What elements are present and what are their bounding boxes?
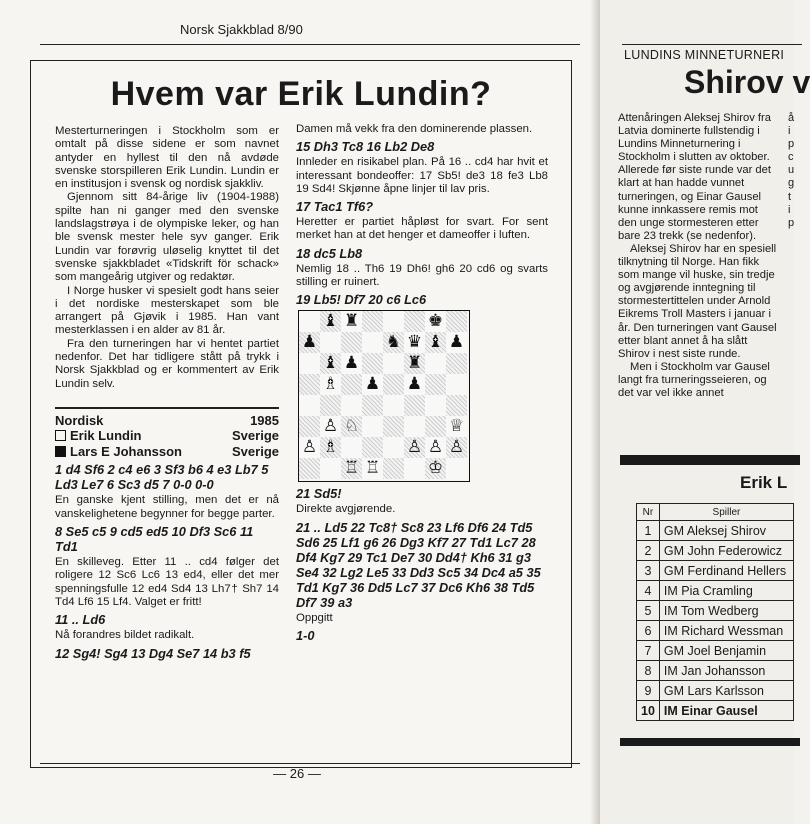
chess-piece: ♟	[299, 332, 320, 353]
paragraph: Gjennom sitt 84-årige liv (1904-1988) spilte han ni ganger med den svenske landslagstrøya i de olympiske leker, og han ble svensk mester hele syv ganger. Erik Lundin var forøvrig uløselig knyttet til det svenske sjakkbladet «Tidskrift för schack» som mangeårig utgiver og redaktør.	[55, 191, 279, 284]
game-annotation-2	[296, 123, 548, 307]
paragraph: I Norge husker vi spesielt godt hans seier i det nordiske mesterskapet som ble arrangert på Gjøvik i 1985. Han vant mesterklassen i en alder av 81 år.	[55, 284, 279, 337]
game-moves: 1 d4 Sf6 2 c4 e6 3 Sf3 b6 4 e3 Lb7 5 Ld3 Le7 6 Sc3 d5 7 0-0 0-0	[55, 462, 269, 493]
series-header: LUNDINS MINNETURNERI	[624, 48, 785, 62]
chess-piece: ♝	[425, 332, 446, 353]
black-player-row	[55, 444, 279, 460]
board-square	[404, 395, 425, 416]
header-rule	[40, 44, 580, 45]
table-row	[637, 581, 794, 601]
game-moves: 18 dc5 Lb8	[296, 245, 363, 261]
page-number: — 26 —	[273, 766, 321, 781]
table-row	[637, 701, 794, 721]
annotation-text: Damen må vekk fra den dominerende plassen.	[296, 123, 533, 135]
rank-cell: 2	[637, 541, 660, 561]
game-moves: 15 Dh3 Tc8 16 Lb2 De8	[296, 139, 435, 155]
chess-piece: ♝	[320, 353, 341, 374]
game-moves: 21 Sd5!	[296, 486, 342, 502]
annotation-text: Nå forandres bildet radikalt.	[55, 629, 195, 642]
game-moves: 12 Sg4! Sg4 13 Dg4 Se7 14 b3 f5	[55, 645, 251, 661]
board-square	[299, 416, 320, 437]
cut-off-text: u	[788, 164, 795, 177]
board-square	[383, 458, 404, 479]
board-square	[425, 416, 446, 437]
board-square	[320, 395, 341, 416]
chess-piece: ♟	[341, 353, 362, 374]
cut-off-text: i	[788, 125, 791, 138]
chess-piece: ♙	[446, 437, 467, 458]
chess-piece: ♚	[425, 311, 446, 332]
chess-piece: ♟	[446, 332, 467, 353]
chess-piece: ♟	[362, 374, 383, 395]
board-square	[425, 374, 446, 395]
board-square	[383, 311, 404, 332]
board-square	[341, 332, 362, 353]
article-column-1	[55, 125, 279, 663]
cut-off-text: p	[788, 216, 795, 229]
chess-piece: ♗	[320, 374, 341, 395]
cut-off-text: p	[788, 138, 795, 151]
cut-off-text: å	[788, 112, 795, 124]
black-player: Lars E Johansson	[70, 443, 182, 459]
right-headline-fragment: v	[792, 64, 810, 100]
table-bottom-bar	[620, 738, 800, 746]
game-year: 1985	[250, 412, 279, 428]
table-row	[637, 661, 794, 681]
rank-cell: 7	[637, 641, 660, 661]
board-square	[425, 395, 446, 416]
game-event: Nordisk	[55, 412, 104, 428]
footer-rule	[40, 763, 580, 764]
board-square	[446, 374, 467, 395]
board-square	[404, 458, 425, 479]
player-cell: GM Aleksej Shirov	[659, 521, 793, 541]
annotation-text: Innleder en risikabel plan. På 16 .. cd4 har hvit et interessant bondeoffer: 17 Sb5! de3 18 fe3 Lb8 19 Sd4! Skjønne åpne linjer til lav pris.	[296, 156, 548, 195]
game-annotation-3	[296, 486, 548, 643]
chess-piece: ♙	[425, 437, 446, 458]
board-square	[341, 395, 362, 416]
rank-cell: 1	[637, 521, 660, 541]
chess-piece: ♜	[404, 353, 425, 374]
board-square	[362, 437, 383, 458]
board-square	[404, 416, 425, 437]
white-player: Erik Lundin	[70, 428, 142, 444]
game-moves: 21 .. Ld5 22 Tc8† Sc8 23 Lf6 Df6 24 Td5 Sd6 25 Lf1 g6 26 Dg3 Kf7 27 Td1 Lc7 28 Df4 Kg7 29 Tc1 De7 30 Dd4† Kh6 31 g3 Se4 32 Lg2 Le5 33 Dd3 Sc5 34 Dc4 a5 35 Td1 Kg7 36 Dd5 Lc7 37 Dc6 Kh6 38 Td5 Df7 39 a3	[296, 519, 541, 610]
white-country: Sverige	[232, 428, 279, 444]
annotation-text: Heretter er partiet håpløst for svart. For sent merket han at det henger et dameoffer i luften.	[296, 216, 548, 242]
table-row	[637, 681, 794, 701]
player-cell: IM Richard Wessman	[659, 621, 793, 641]
black-square-icon	[55, 446, 66, 457]
table-header-row	[637, 504, 794, 521]
right-article-column	[618, 112, 778, 400]
game-moves: 1-0	[296, 627, 315, 643]
chess-piece: ♕	[446, 416, 467, 437]
board-square	[383, 353, 404, 374]
game-moves: 11 .. Ld6	[55, 612, 106, 628]
board-square	[446, 395, 467, 416]
board-square	[299, 353, 320, 374]
table-top-bar	[620, 455, 800, 465]
paragraph: Men i Stockholm var Gausel langt fra turneringsseieren, og det var vel ikke annet	[618, 360, 770, 399]
chess-piece: ♙	[404, 437, 425, 458]
annotation-text: En ganske kjent stilling, men det er nå vanskelighetene begynner for begge parter.	[55, 494, 279, 520]
player-cell: GM Joel Benjamin	[659, 641, 793, 661]
column-header-spiller: Spiller	[659, 504, 793, 521]
board-square	[383, 416, 404, 437]
game-moves: 19 Lb5! Df7 20 c6 Lc6	[296, 292, 427, 308]
rank-cell: 5	[637, 601, 660, 621]
board-square	[446, 311, 467, 332]
board-square	[299, 374, 320, 395]
chess-piece: ♔	[425, 458, 446, 479]
board-square	[362, 395, 383, 416]
table-row	[637, 641, 794, 661]
board-square	[341, 437, 362, 458]
chess-piece: ♘	[341, 416, 362, 437]
table-title: Erik L	[740, 473, 788, 492]
player-cell: GM Ferdinand Hellers	[659, 561, 793, 581]
right-headline	[684, 64, 810, 101]
board-square	[383, 437, 404, 458]
player-cell: IM Jan Johansson	[659, 661, 793, 681]
game-event-row	[55, 413, 279, 429]
board-square	[362, 332, 383, 353]
table-row	[637, 561, 794, 581]
cut-off-text: g	[788, 177, 795, 190]
game-header	[55, 407, 279, 460]
right-headline-text: Shirov	[684, 64, 784, 100]
paragraph: Attenåringen Aleksej Shirov fra Latvia dominerte fullstendig i Lundins Minneturnering i Stockholm i slutten av oktober. Allerede før siste runde var det klart at han hadde vunnet turneringen, og Einar Gausel kunne innkassere remis mot den unge stormesteren etter bare 23 trekk (se nedenfor).	[618, 112, 771, 242]
paragraph: Aleksej Shirov har en spesiell tilknytning til Norge. Han fikk som mange vil huske, sin tredje og avgjørende inntegning til stormestertittelen under Arnold Eikrems Troll Masters i januar i år. Den turneringen vant Gausel etter blant annet å ha slått Shirov i nest siste runde.	[618, 242, 777, 360]
chess-piece: ♖	[341, 458, 362, 479]
player-cell: GM John Federowicz	[659, 541, 793, 561]
headline: Hvem var Erik Lundin?	[110, 75, 492, 113]
game-moves: 17 Tac1 Tf6?	[296, 199, 374, 215]
paragraph: Fra den turneringen har vi hentet partiet nedenfor. Det har tidligere stått på trykk i Norsk Sjakkblad og er kommentert av Erik Lundin selv.	[55, 337, 279, 390]
table-row	[637, 541, 794, 561]
player-cell: IM Tom Wedberg	[659, 601, 793, 621]
chess-piece: ♜	[341, 311, 362, 332]
cut-off-text: c	[788, 151, 794, 164]
chess-diagram	[298, 310, 470, 482]
rank-cell: 9	[637, 681, 660, 701]
board-square	[446, 458, 467, 479]
article-box	[30, 60, 572, 768]
rank-cell: 8	[637, 661, 660, 681]
annotation-text: En skilleveg. Etter 11 .. cd4 følger det roligere 12 Sc6 Lc6 13 ed4, eller det mer spenningsfulle 12 ed4 Sd4 13 Lh7† Sh7 14 Td4 Lf6 15 Lf4. Valget er fritt!	[55, 556, 279, 608]
white-square-icon	[55, 430, 66, 441]
cut-off-column	[788, 112, 794, 230]
running-head: Norsk Sjakkblad 8/90	[180, 22, 303, 37]
cut-off-text: t	[788, 190, 792, 203]
chess-piece: ♟	[404, 374, 425, 395]
article-column-2	[296, 123, 548, 645]
board-square	[383, 395, 404, 416]
chess-piece: ♙	[299, 437, 320, 458]
white-player-row	[55, 428, 279, 444]
player-cell: GM Lars Karlsson	[659, 681, 793, 701]
board-square	[383, 374, 404, 395]
board-square	[299, 311, 320, 332]
series-rule	[622, 44, 802, 45]
player-cell: IM Einar Gausel	[659, 701, 793, 721]
rank-cell: 10	[637, 701, 660, 721]
cut-off-text: i	[788, 203, 791, 216]
board-square	[425, 353, 446, 374]
game-moves: 8 Se5 c5 9 cd5 ed5 10 Df3 Sc6 11 Td1	[55, 524, 254, 555]
rank-cell: 3	[637, 561, 660, 581]
table-row	[637, 601, 794, 621]
game-annotation-1	[55, 462, 279, 660]
chess-board	[299, 311, 469, 479]
chess-piece: ♙	[320, 416, 341, 437]
column-header-nr: Nr	[637, 504, 660, 521]
paragraph: Mesterturneringen i Stockholm som er omtalt på disse sidene er som navnet antyder en hyllest til den nå avdøde svenske storspilleren Erik Lundin. Lundin er en institusjon i svensk og nordisk sjakkliv.	[55, 125, 279, 191]
rank-cell: 4	[637, 581, 660, 601]
black-country: Sverige	[232, 443, 279, 459]
board-square	[299, 458, 320, 479]
board-square	[404, 311, 425, 332]
board-square	[446, 353, 467, 374]
crosstable	[636, 503, 794, 721]
chess-piece: ♞	[383, 332, 404, 353]
board-square	[362, 353, 383, 374]
chess-piece: ♖	[362, 458, 383, 479]
board-square	[341, 374, 362, 395]
annotation-text: Oppgitt	[296, 611, 333, 624]
table-row	[637, 621, 794, 641]
rank-cell: 6	[637, 621, 660, 641]
right-page	[600, 0, 810, 824]
chess-piece: ♗	[320, 437, 341, 458]
annotation-text: Direkte avgjørende.	[296, 503, 396, 516]
board-square	[320, 458, 341, 479]
board-square	[320, 332, 341, 353]
board-square	[362, 416, 383, 437]
board-square	[362, 311, 383, 332]
player-cell: IM Pia Cramling	[659, 581, 793, 601]
chess-piece: ♛	[404, 332, 425, 353]
board-square	[299, 395, 320, 416]
annotation-text: Nemlig 18 .. Th6 19 Dh6! gh6 20 cd6 og svarts stilling er ruinert.	[296, 262, 548, 289]
chess-piece: ♝	[320, 311, 341, 332]
table-row	[637, 521, 794, 541]
